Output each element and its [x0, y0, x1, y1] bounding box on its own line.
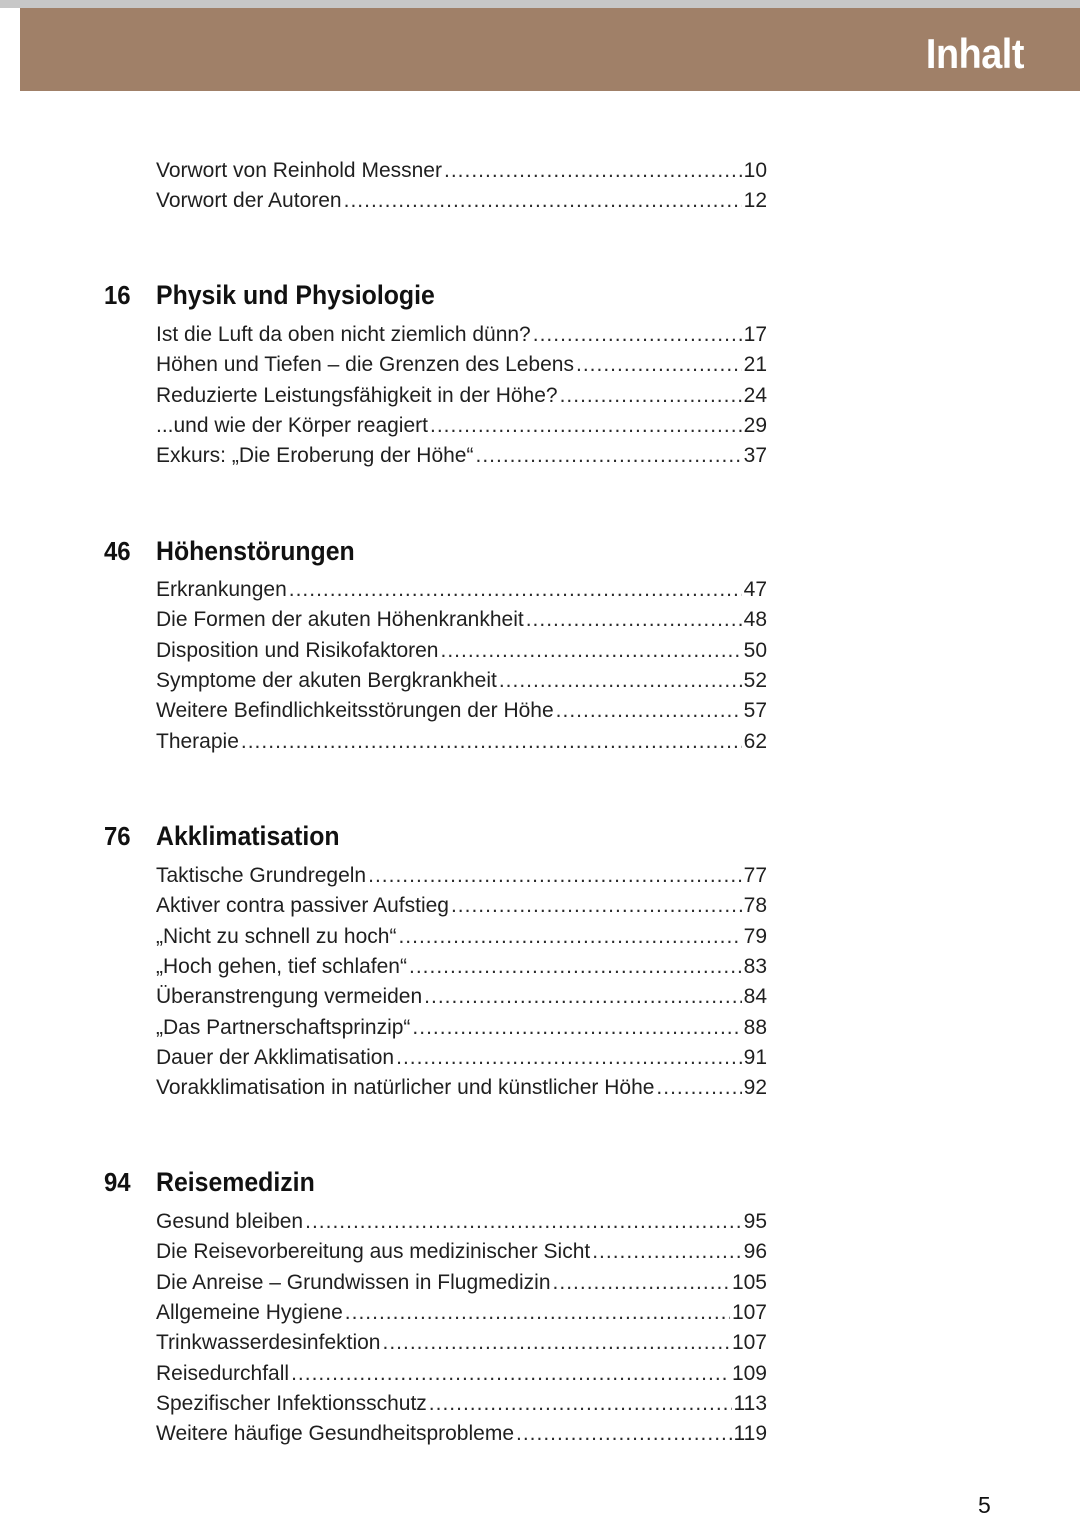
- toc-entry-title: Vorakklimatisation in natürlicher und künstlicher Höhe: [156, 1076, 655, 1099]
- toc-entry[interactable]: [156, 189, 767, 219]
- toc-entry[interactable]: [156, 323, 767, 353]
- toc-entry[interactable]: [156, 608, 767, 638]
- toc-entry-page: 107: [731, 1301, 767, 1324]
- toc-entry-title: Gesund bleiben: [156, 1210, 304, 1233]
- toc-entry-title: Symptome der akuten Bergkrankheit: [156, 669, 497, 692]
- dot-leader: [556, 699, 742, 723]
- toc-entry[interactable]: [156, 1331, 767, 1361]
- dot-leader: [516, 1422, 732, 1446]
- toc-entry-page: 17: [743, 323, 767, 346]
- dot-leader: [592, 1240, 741, 1264]
- dot-leader: [382, 1331, 729, 1355]
- toc-entry[interactable]: [156, 985, 767, 1015]
- dot-leader: [560, 384, 742, 408]
- dot-leader: [440, 639, 741, 663]
- toc-entry[interactable]: [156, 159, 767, 189]
- toc-entry-page: 50: [743, 639, 767, 662]
- toc-entry[interactable]: [156, 444, 767, 474]
- dot-leader: [345, 1301, 730, 1325]
- section-number: 16: [104, 280, 131, 310]
- toc-entry-title: Weitere häufige Gesundheitsprobleme: [156, 1422, 514, 1445]
- toc-entry-title: Therapie: [156, 730, 239, 753]
- toc-entry-title: Allgemeine Hygiene: [156, 1301, 343, 1324]
- toc-entry[interactable]: [156, 955, 767, 985]
- section-number: 46: [104, 536, 131, 566]
- toc-entry-title: „Das Partnerschaftsprinzip“: [156, 1016, 411, 1039]
- toc-entry[interactable]: [156, 925, 767, 955]
- toc-entry[interactable]: [156, 1210, 767, 1240]
- toc-entry-title: ...und wie der Körper reagiert: [156, 414, 428, 437]
- toc-entry-page: 24: [743, 384, 767, 407]
- page-title: Inhalt: [925, 30, 1024, 77]
- toc-entry-title: „Hoch gehen, tief schlafen“: [156, 955, 407, 978]
- toc-entry[interactable]: [156, 1016, 767, 1046]
- toc-entry-page: 83: [743, 955, 767, 978]
- toc-entry-title: Disposition und Risikofaktoren: [156, 639, 439, 662]
- dot-leader: [526, 608, 742, 632]
- toc-entry-title: Erkrankungen: [156, 578, 287, 601]
- dot-leader: [289, 578, 742, 602]
- toc-entry[interactable]: [156, 1422, 767, 1452]
- dot-leader: [451, 894, 742, 918]
- dot-leader: [430, 414, 742, 438]
- dot-leader: [305, 1210, 742, 1234]
- toc-entry-page: 37: [743, 444, 767, 467]
- dot-leader: [424, 985, 741, 1009]
- toc-entry[interactable]: [156, 894, 767, 924]
- toc-entry-page: 84: [743, 985, 767, 1008]
- toc-entry-page: 77: [743, 864, 767, 887]
- toc-entry-page: 88: [743, 1016, 767, 1039]
- toc-entry-page: 119: [733, 1422, 767, 1445]
- toc-entry-page: 47: [743, 578, 767, 601]
- toc-entry[interactable]: [156, 639, 767, 669]
- section-title[interactable]: Höhenstörungen: [156, 536, 355, 566]
- toc-entry-page: 29: [743, 414, 767, 437]
- toc-entry-title: Überanstrengung vermeiden: [156, 985, 423, 1008]
- dot-leader: [429, 1392, 732, 1416]
- toc-entry-page: 62: [743, 730, 767, 753]
- toc-entry-page: 109: [731, 1362, 767, 1385]
- toc-entry-title: Vorwort von Reinhold Messner: [156, 159, 442, 182]
- dot-leader: [368, 864, 742, 888]
- toc-entry-page: 57: [743, 699, 767, 722]
- toc-entry-title: Dauer der Akklimatisation: [156, 1046, 395, 1069]
- toc-entry-page: 91: [743, 1046, 767, 1069]
- dot-leader: [396, 1046, 742, 1070]
- toc-entry-page: 10: [743, 159, 767, 182]
- toc-entry[interactable]: [156, 699, 767, 729]
- toc-entry-page: 96: [743, 1240, 767, 1263]
- toc-entry-page: 12: [743, 189, 767, 212]
- toc-entry-page: 52: [743, 669, 767, 692]
- toc-entry[interactable]: [156, 669, 767, 699]
- dot-leader: [291, 1362, 730, 1386]
- dot-leader: [533, 323, 742, 347]
- toc-entry-page: 48: [743, 608, 767, 631]
- toc-entry-page: 113: [733, 1392, 767, 1415]
- toc-entry-page: 107: [731, 1331, 767, 1354]
- toc-entry-page: 95: [743, 1210, 767, 1233]
- dot-leader: [409, 955, 742, 979]
- dot-leader: [344, 189, 742, 213]
- toc-entry-page: 105: [731, 1271, 767, 1294]
- toc-entry[interactable]: [156, 1046, 767, 1076]
- toc-entry-page: 21: [743, 353, 767, 376]
- toc-entry-title: Die Reisevorbereitung aus medizinischer Sicht: [156, 1240, 591, 1263]
- section-title[interactable]: Physik und Physiologie: [156, 280, 435, 310]
- section-number: 94: [104, 1167, 131, 1197]
- toc-entry-page: 92: [743, 1076, 767, 1099]
- toc-entry[interactable]: [156, 1362, 767, 1392]
- toc-entry-title: Reduzierte Leistungsfähigkeit in der Höhe?: [156, 384, 558, 407]
- toc-entry-page: 79: [743, 925, 767, 948]
- toc-entry-title: Weitere Befindlichkeitsstörungen der Höhe: [156, 699, 554, 722]
- toc-entry-title: Taktische Grundregeln: [156, 864, 367, 887]
- toc-entry-title: Die Formen der akuten Höhenkrankheit: [156, 608, 524, 631]
- toc-entry[interactable]: [156, 1076, 767, 1106]
- toc-entry[interactable]: [156, 864, 767, 894]
- toc-entry-page: 78: [743, 894, 767, 917]
- section-number: 76: [104, 821, 131, 851]
- dot-leader: [475, 444, 741, 468]
- page-number: 5: [978, 1492, 991, 1518]
- dot-leader: [499, 669, 742, 693]
- toc-entry[interactable]: [156, 1271, 767, 1301]
- section-title[interactable]: Akklimatisation: [156, 821, 340, 851]
- toc-entry-title: Reisedurchfall: [156, 1362, 290, 1385]
- toc-entry-title: Exkurs: „Die Eroberung der Höhe“: [156, 444, 474, 467]
- toc-entry[interactable]: [156, 353, 767, 383]
- toc-entry-title: Vorwort der Autoren: [156, 189, 342, 212]
- toc-entry-title: Ist die Luft da oben nicht ziemlich dünn?: [156, 323, 531, 346]
- dot-leader: [576, 353, 742, 377]
- toc-entry-title: Aktiver contra passiver Aufstieg: [156, 894, 449, 917]
- toc-entry-title: „Nicht zu schnell zu hoch“: [156, 925, 397, 948]
- dot-leader: [398, 925, 741, 949]
- toc-entry[interactable]: [156, 578, 767, 608]
- toc-entry-title: Spezifischer Infektionsschutz: [156, 1392, 427, 1415]
- dot-leader: [553, 1271, 730, 1295]
- section-title[interactable]: Reisemedizin: [156, 1167, 315, 1197]
- toc-entry-title: Höhen und Tiefen – die Grenzen des Lebens: [156, 353, 574, 376]
- toc-entry-title: Die Anreise – Grundwissen in Flugmedizin: [156, 1271, 551, 1294]
- toc-entry[interactable]: [156, 1240, 767, 1270]
- dot-leader: [412, 1016, 741, 1040]
- toc-entry[interactable]: [156, 1301, 767, 1331]
- toc-entry[interactable]: [156, 414, 767, 444]
- toc-entry[interactable]: [156, 384, 767, 414]
- toc-entry-title: Trinkwasserdesinfektion: [156, 1331, 381, 1354]
- dot-leader: [656, 1076, 741, 1100]
- toc-entry[interactable]: [156, 1392, 767, 1422]
- toc-entry[interactable]: [156, 730, 767, 760]
- dot-leader: [444, 159, 742, 183]
- dot-leader: [241, 730, 742, 754]
